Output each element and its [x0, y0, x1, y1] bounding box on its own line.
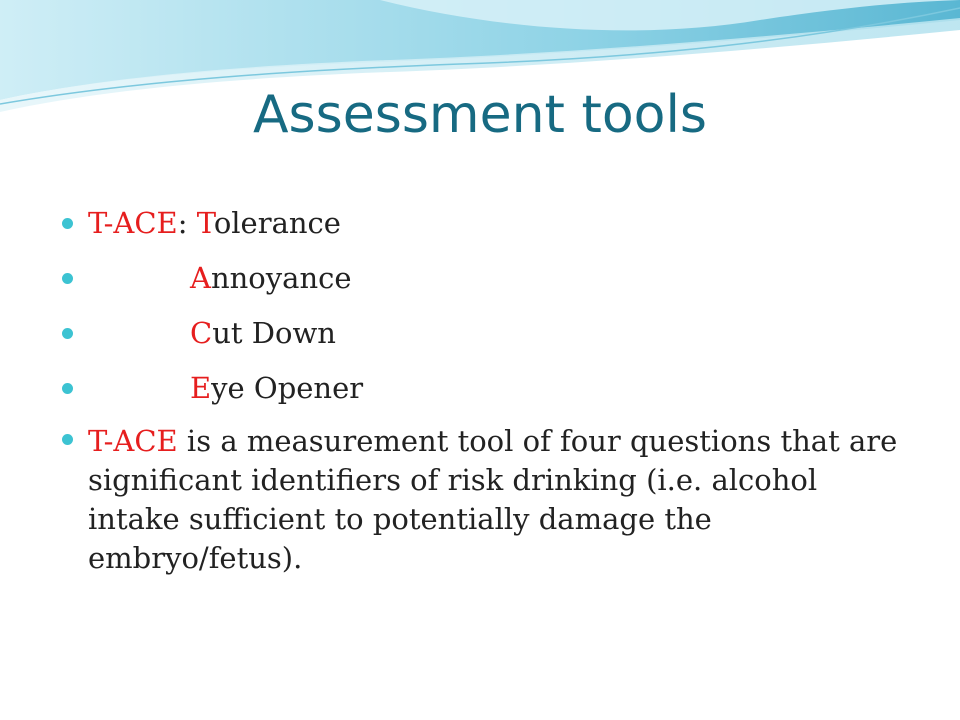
bullet-list [62, 206, 912, 599]
word-rest: olerance [213, 206, 341, 240]
bullet-dot-icon [62, 383, 73, 394]
indented-term [88, 316, 336, 350]
bullet-item-tolerance [62, 206, 912, 240]
indented-term [88, 371, 363, 405]
indented-term [88, 261, 352, 295]
word-rest: nnoyance [210, 261, 352, 295]
initial-letter: C [190, 316, 213, 350]
bullet-dot-icon [62, 434, 73, 445]
bullet-item-description [62, 422, 912, 578]
description-text: is a measurement tool of four questions that are significant identifiers of risk drinking (i.e. alcohol intake sufficient to potentially damage the embryo/fetus). [88, 424, 898, 575]
tace-label: T-ACE [88, 206, 178, 240]
bullet-item-eye-opener [62, 371, 912, 405]
bullet-dot-icon [62, 273, 73, 284]
word-rest: ut Down [212, 316, 336, 350]
bullet-dot-icon [62, 218, 73, 229]
tace-label: T-ACE [88, 424, 178, 458]
slide-title: Assessment tools [252, 85, 707, 145]
bullet-dot-icon [62, 328, 73, 339]
bullet-item-cut-down [62, 316, 912, 350]
initial-letter: T [196, 206, 214, 240]
initial-letter: A [190, 261, 211, 295]
word-rest: ye Opener [211, 371, 364, 405]
bullet-item-annoyance [62, 261, 912, 295]
colon-text: : [177, 206, 197, 240]
initial-letter: E [190, 371, 212, 405]
